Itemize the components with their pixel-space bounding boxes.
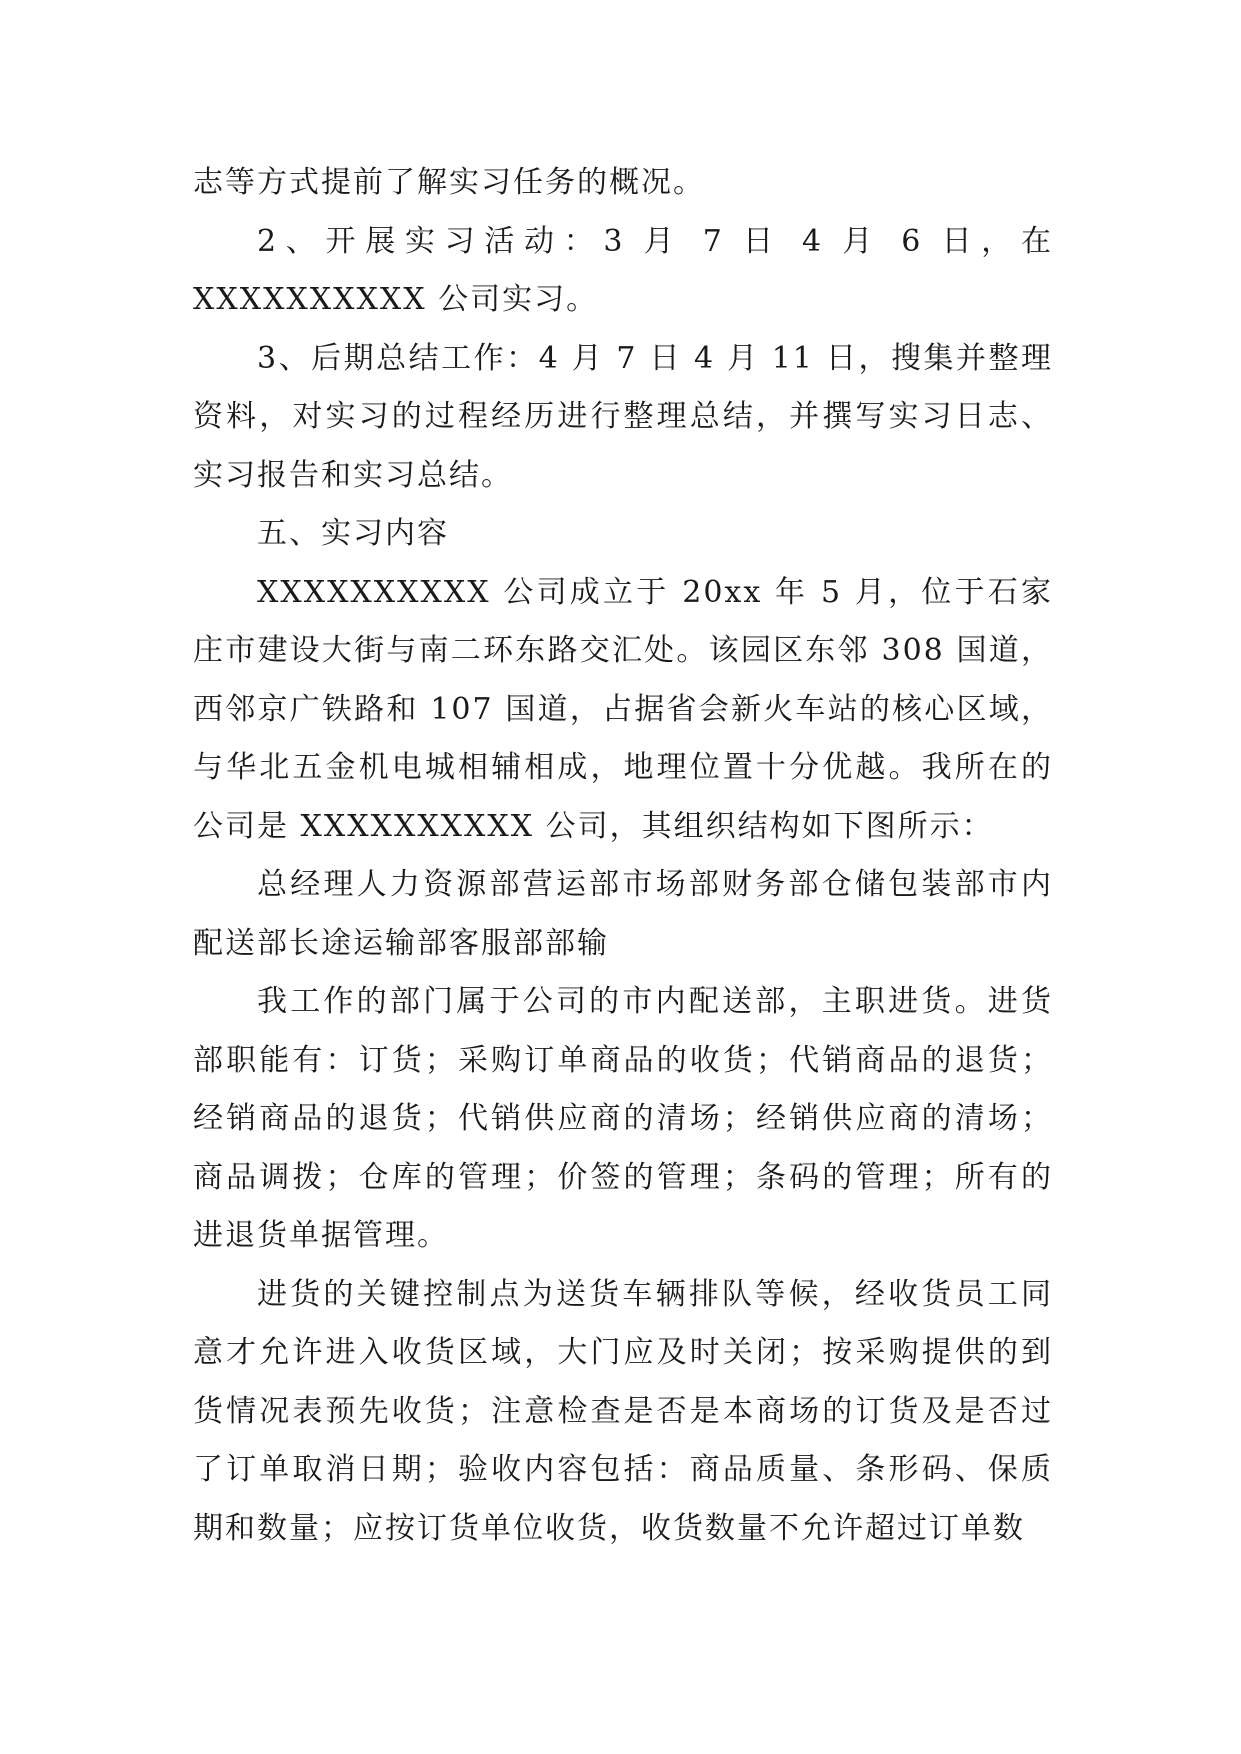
paragraph-2: 2、开展实习活动：3 月 7 日 4 月 6 日，在 XXXXXXXXXX 公司实习。 (193, 223, 1053, 317)
paragraph-5: 总经理人力资源部营运部市场部财务部仓储包装部市内配送部长途运输部客服部部输 (193, 867, 1053, 961)
paragraph-6: 我工作的部门属于公司的市内配送部，主职进货。进货部职能有：订货；采购订单商品的收货；代销商品的退货；经销商品的退货；代销供应商的清场；经销供应商的清场；商品调拨；仓库的管理；价签的管理；条码的管理；所有的进退货单据管理。 (193, 984, 1053, 1253)
paragraph-1: 志等方式提前了解实习任务的概况。 (193, 165, 705, 200)
document-body (193, 154, 1053, 1558)
paragraph-4: XXXXXXXXXX 公司成立于 20xx 年 5 月，位于石家庄市建设大街与南二环东路交汇处。该园区东邻 308 国道，西邻京广铁路和 107 国道，占据省会新火车站的核心区域，与华北五金机电城相辅相成，地理位置十分优越。我所在的公司是 XXXXXXXXXX 公司，其组织结构如下图所示： (193, 574, 1053, 844)
paragraph-7: 进货的关键控制点为送货车辆排队等候，经收货员工同意才允许进入收货区域，大门应及时关闭；按采购提供的到货情况表预先收货；注意检查是否是本商场的订货及是否过了订单取消日期；验收内容包括：商品质量、条形码、保质期和数量；应按订货单位收货，收货数量不允许超过订单数 (193, 1276, 1053, 1546)
section-heading: 五、实习内容 (257, 516, 449, 551)
paragraph-3: 3、后期总结工作：4 月 7 日 4 月 11 日，搜集并整理资料，对实习的过程经历进行整理总结，并撰写实习日志、实习报告和实习总结。 (193, 340, 1053, 493)
